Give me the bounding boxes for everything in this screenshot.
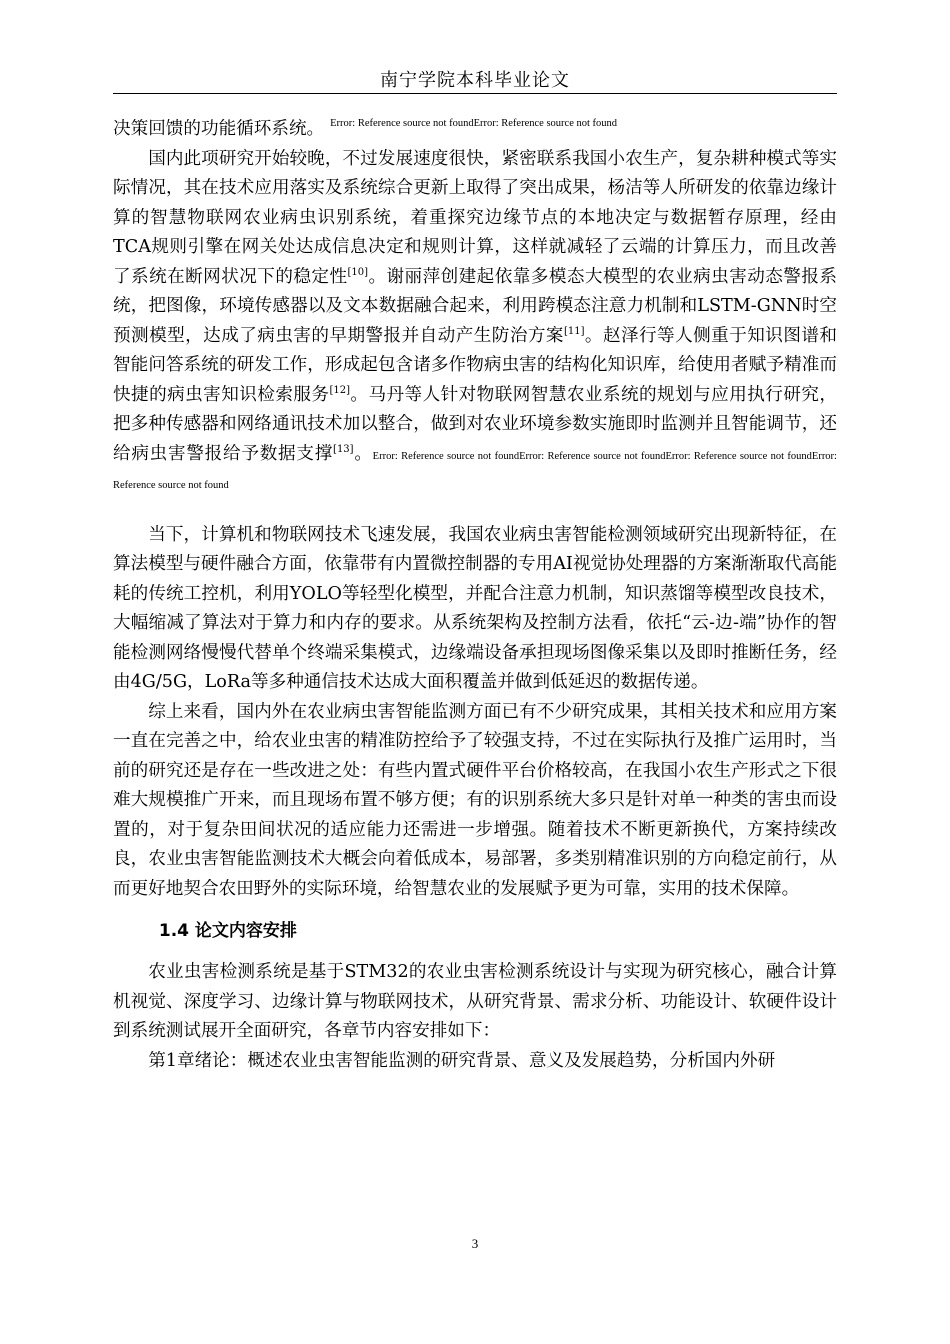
paragraph-chapter-one: 第1章绪论：概述农业虫害智能监测的研究背景、意义及发展趋势，分析国内外研 bbox=[148, 1050, 776, 1071]
paragraph-domestic-research bbox=[113, 145, 837, 499]
reference-error-text: Error: Reference source not foundError: Reference source not foundError: Reference source not foundError: Reference source not found bbox=[113, 450, 837, 491]
paragraph-gap bbox=[113, 499, 837, 521]
paragraph-text: 国内此项研究开始较晚，不过发展速度很快，紧密联系我国小农生产，复杂耕种模式等实际情况，其在技术应用落实及系统综合更新上取得了突出成果，杨洁等人所研发的依靠边缘计算的智慧物联网农业病虫识别系统，着重探究边缘节点的本地决定与数据暂存原理，经由TCA规则引擎在网关处达成信息决定和规则计算，这样就减轻了云端的计算压力，而且改善了系统在断网状况下的稳定性 bbox=[113, 148, 837, 287]
paragraph-text: 。马丹等人针对物联网智慧农业系统的规划与应用执行研究，把多种传感器和网络通讯技术加以整合，做到对农业环境参数实施即时监测并且智能调节，还给病虫害警报给予数据支撑 bbox=[113, 384, 837, 464]
page-body bbox=[113, 115, 837, 1076]
paragraph-summary: 综上来看，国内外在农业病虫害智能监测方面已有不少研究成果，其相关技术和应用方案一直在完善之中，给农业虫害的精准防控给予了较强支持，不过在实际执行及推广运用时，当前的研究还是存在一些改进之处：有些内置式硬件平台价格较高，在我国小农生产形式之下很难大规模推广开来，而且现场布置不够方便；有的识别系统大多只是针对单一种类的害虫而设置的，对于复杂田间状况的适应能力还需进一步增强。随着技术不断更新换代，方案持续改良，农业虫害智能监测技术大概会向着低成本，易部署，多类别精准识别的方向稳定前行，从而更好地契合农田野外的实际环境，给智慧农业的发展赋予更为可靠，实用的技术保障。 bbox=[113, 701, 837, 899]
paragraph-current-trends: 当下，计算机和物联网技术飞速发展，我国农业病虫害智能检测领域研究出现新特征，在算法模型与硬件融合方面，依靠带有内置微控制器的专用AI视觉协处理器的方案渐渐取代高能耗的传统工控机，利用YOLO等轻型化模型，并配合注意力机制，知识蒸馏等模型改良技术，大幅缩减了算法对于算力和内存的要求。从系统架构及控制方法看，依托“云-边-端”协作的智能检测网络慢慢代替单个终端采集模式，边缘端设备承担现场图像采集以及即时推断任务，经由4G/5G，LoRa等多种通信技术达成大面积覆盖并做到低延迟的数据传递。 bbox=[113, 524, 837, 692]
paragraph-thesis-overview: 农业虫害检测系统是基于STM32的农业虫害检测系统设计与实现为研究核心，融合计算机视觉、深度学习、边缘计算与物联网技术，从研究背景、需求分析、功能设计、软硬件设计到系统测试展开全面研究，各章节内容安排如下： bbox=[113, 962, 837, 1041]
citation-marker: [10] bbox=[347, 266, 369, 278]
paragraph-text: 决策回馈的功能循环系统。 bbox=[113, 119, 325, 139]
paragraph-text: 。赵泽行等人侧重于知识图谱和智能问答系统的研发工作，形成起包含诸多作物病虫害的结构化知识库，给使用者赋予精准而快捷的病虫害知识检索服务 bbox=[113, 325, 837, 405]
page-number: 3 bbox=[471, 1236, 479, 1251]
running-header: 南宁学院本科毕业论文 bbox=[380, 70, 570, 91]
citation-marker: [12] bbox=[329, 384, 350, 396]
section-heading: 1.4 论文内容安排 bbox=[158, 921, 297, 941]
citation-marker: [11] bbox=[563, 325, 585, 337]
header-rule bbox=[113, 93, 837, 94]
paragraph-text: 。谢丽萍创建起依靠多模态大模型的农业病虫害动态警报系统，把图像，环境传感器以及文本数据融合起来，利用跨模态注意力机制和LSTM-GNN时空预测模型，达成了病虫害的早期警报并自动产生防治方案 bbox=[113, 266, 837, 346]
paragraph-text: 。 bbox=[353, 443, 373, 464]
reference-error-text: Error: Reference source not foundError: Reference source not found bbox=[330, 118, 618, 129]
paragraph-continuation bbox=[113, 115, 837, 145]
citation-marker: [13] bbox=[333, 443, 354, 455]
